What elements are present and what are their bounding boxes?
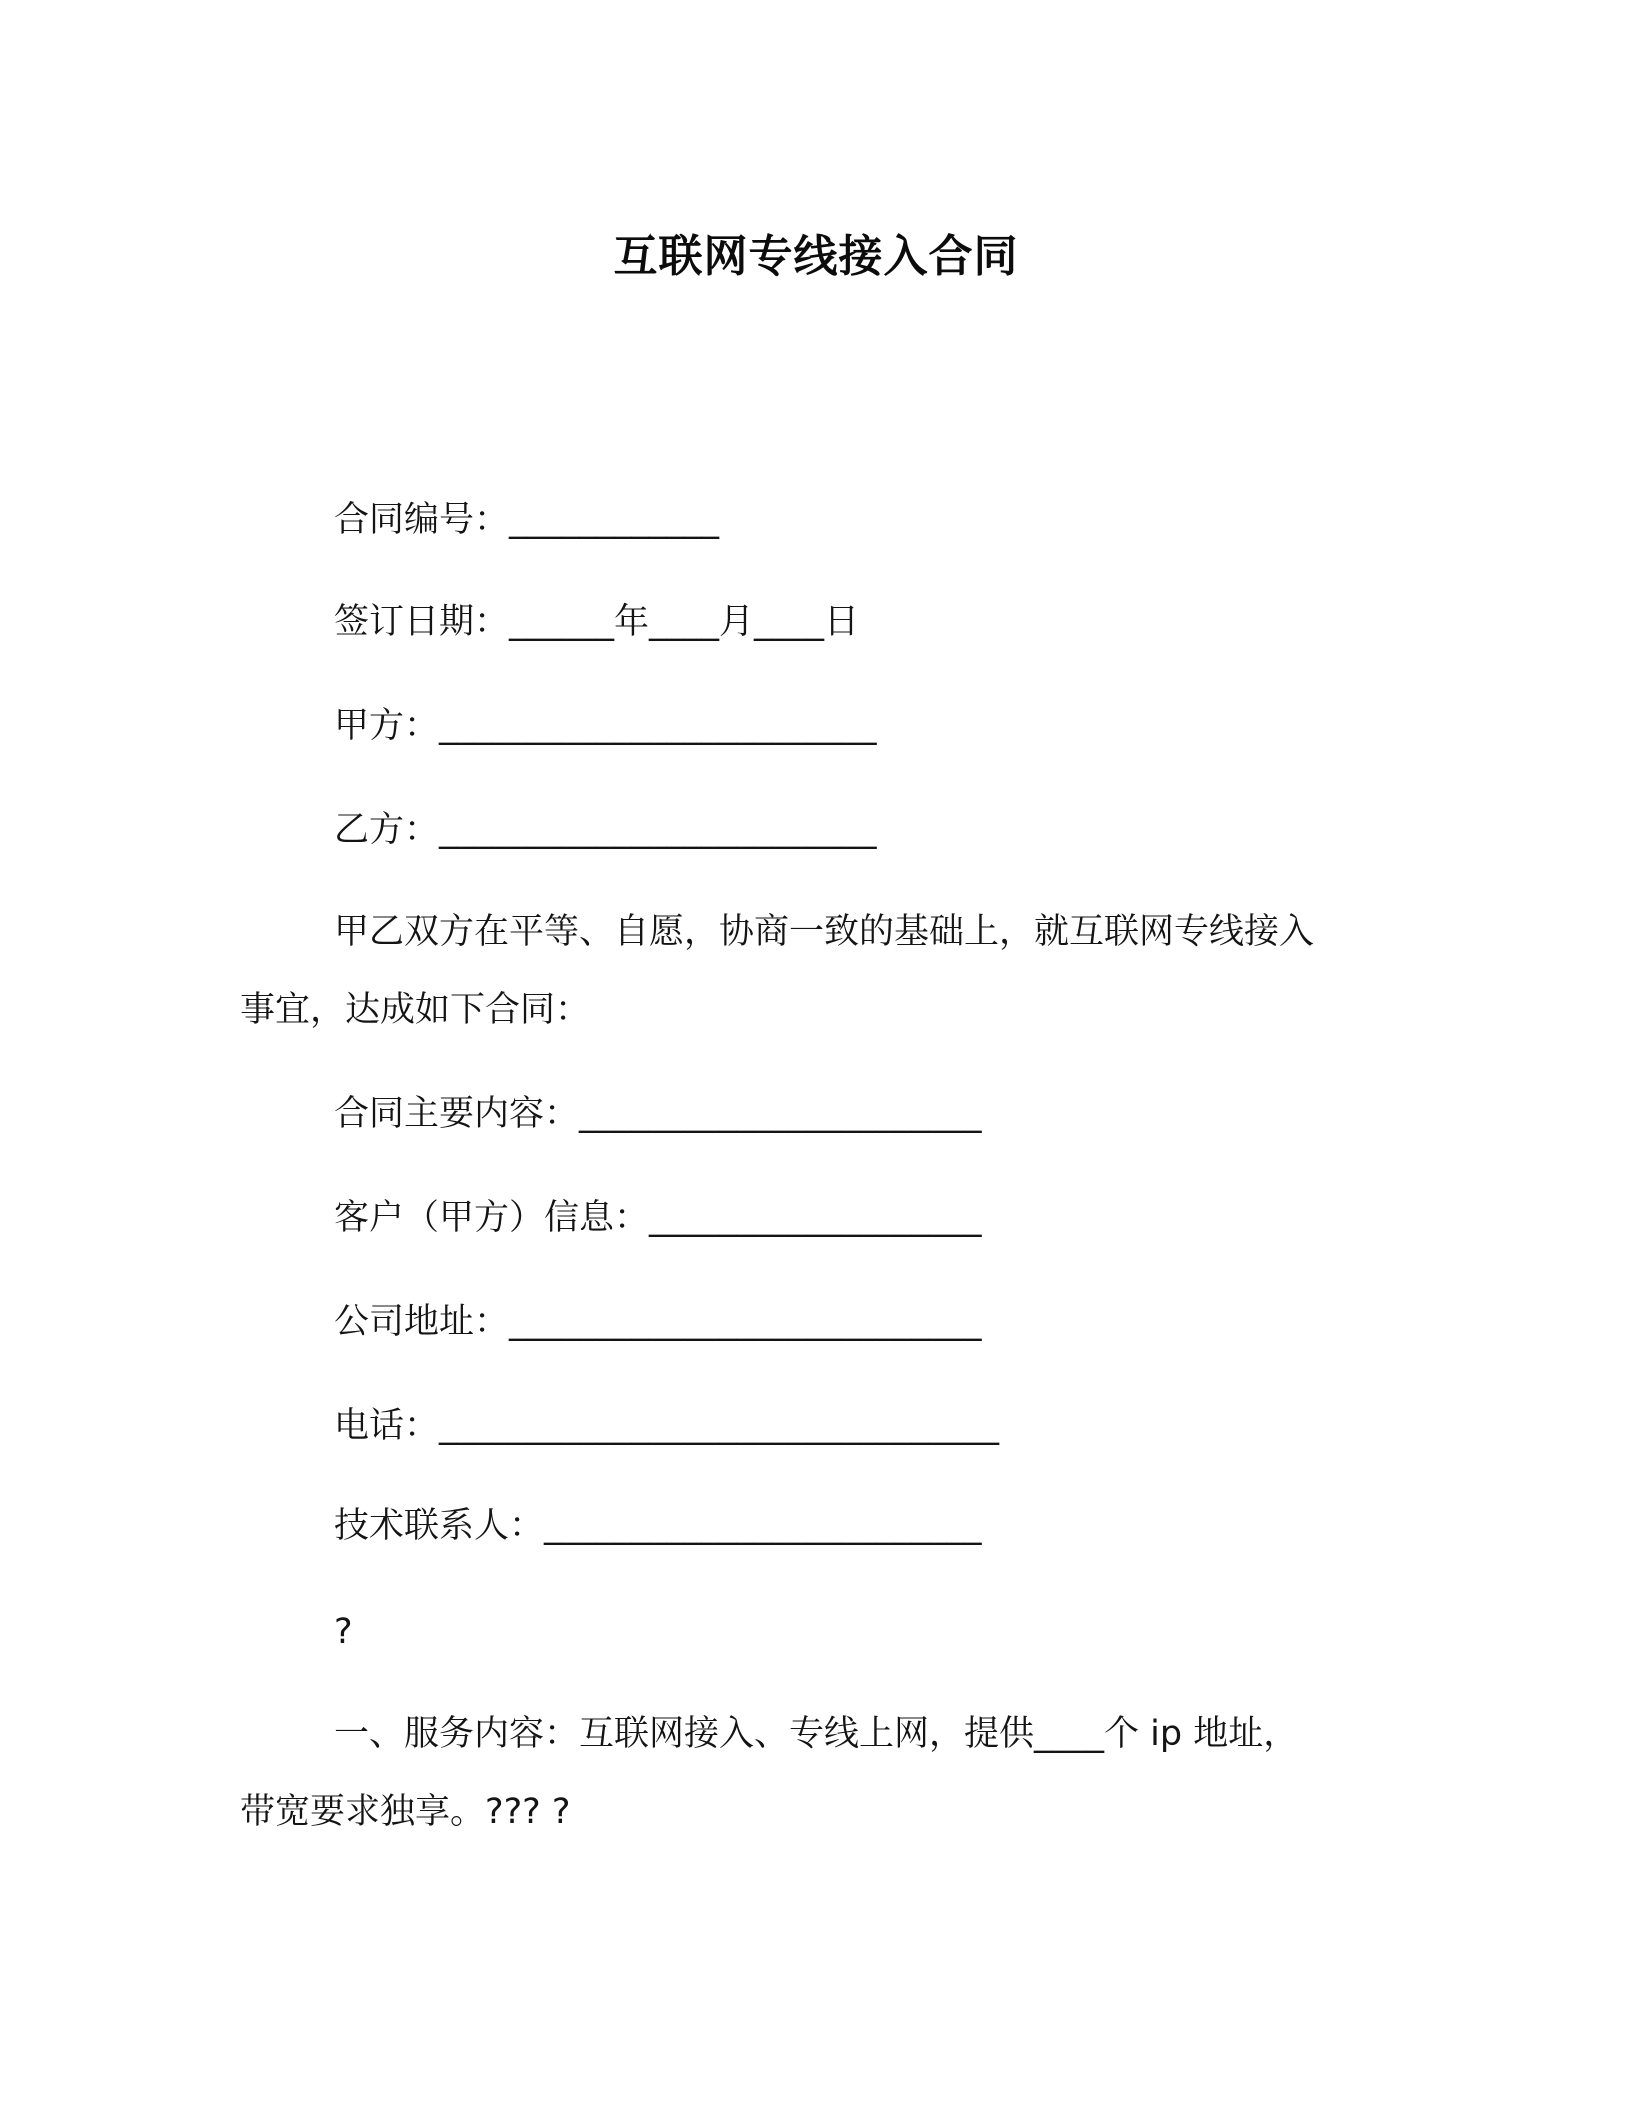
document-title: 互联网专线接入合同 bbox=[613, 231, 1019, 282]
preamble-line-2: 事宜，达成如下合同： bbox=[240, 990, 591, 1030]
customer-info-field: 客户（甲方）信息：___________________ bbox=[334, 1198, 982, 1238]
placeholder-mark: ? bbox=[334, 1612, 353, 1652]
service-content-line-1: 一、服务内容：互联网接入、专线上网，提供____个 ip 地址， bbox=[334, 1714, 1299, 1754]
party-a-field: 甲方：_________________________ bbox=[334, 706, 877, 746]
party-b-field: 乙方：_________________________ bbox=[334, 810, 877, 850]
main-content-field: 合同主要内容：_______________________ bbox=[334, 1094, 982, 1134]
signing-date-field: 签订日期：______年____月____日 bbox=[334, 602, 860, 642]
company-address-field: 公司地址：___________________________ bbox=[334, 1302, 982, 1342]
phone-field: 电话：________________________________ bbox=[334, 1406, 1000, 1446]
service-content-line-2: 带宽要求独享。??? ? bbox=[240, 1792, 571, 1832]
preamble-line-1: 甲乙双方在平等、自愿，协商一致的基础上，就互联网专线接入 bbox=[334, 912, 1315, 952]
contract-number-field: 合同编号：____________ bbox=[334, 500, 720, 540]
tech-contact-field: 技术联系人：_________________________ bbox=[334, 1506, 982, 1546]
